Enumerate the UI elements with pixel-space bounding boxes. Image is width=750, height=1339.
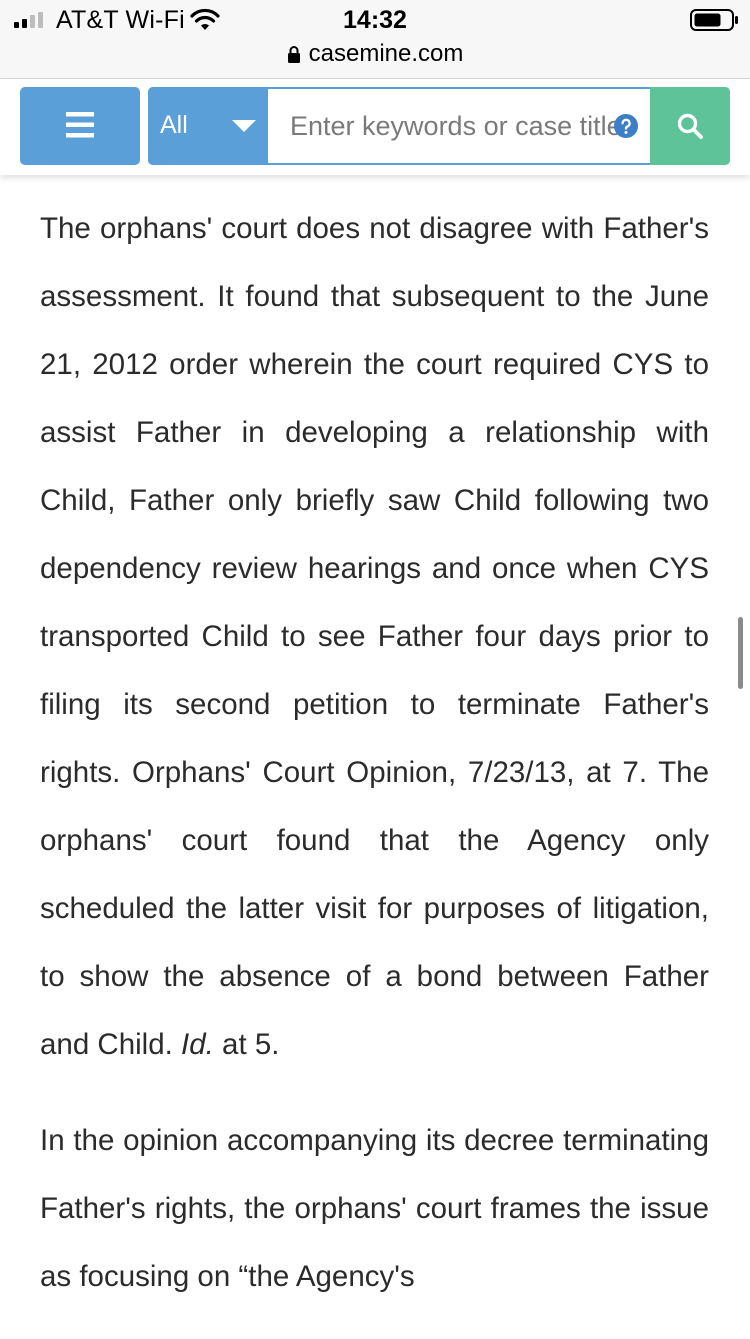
help-icon[interactable] — [614, 114, 638, 138]
search-filter-label: All — [160, 111, 188, 139]
lock-icon — [287, 45, 301, 63]
battery-icon — [690, 8, 740, 32]
case-document-body — [40, 195, 709, 1339]
status-bar — [0, 0, 750, 79]
document-paragraph: In the opinion accompanying its decree terminating Father's rights, the orphans' court frames the issue as focusing on “the Agency's — [40, 1124, 709, 1293]
carrier-label: AT&T Wi-Fi — [56, 6, 185, 34]
search-input[interactable] — [268, 89, 650, 163]
clock: 14:32 — [343, 6, 407, 34]
search-button[interactable] — [650, 87, 730, 165]
hamburger-menu-icon — [66, 112, 94, 138]
paragraph-text: The orphans' court does not disagree with Father's assessment. It found that subsequent to the June 21, 2012 order wherein the court required CYS to assist Father in developing a relationship with Child, Father only briefly saw Child following two dependency review hearings and once when CYS transported Child to see Father four days prior to filing its second petition to terminate Father's rights. Orphans' Court Opinion, 7/23/13, at 7. The orphans' court found that the Agency only scheduled the latter visit for purposes of litigation, to show the absence of a bond between Father and Child. — [40, 212, 709, 1061]
search-filter-dropdown[interactable] — [148, 87, 268, 165]
menu-button[interactable] — [20, 87, 140, 165]
site-toolbar — [0, 79, 750, 175]
search-bar — [148, 87, 730, 165]
citation-id: Id. — [181, 1028, 214, 1061]
url-text: casemine.com — [308, 40, 464, 67]
search-icon — [677, 113, 703, 139]
paragraph-text: at 5. — [213, 1028, 280, 1061]
document-paragraph — [40, 195, 709, 1079]
address-bar[interactable] — [0, 40, 750, 68]
chevron-down-icon — [232, 120, 256, 133]
scrollbar[interactable] — [738, 617, 743, 689]
